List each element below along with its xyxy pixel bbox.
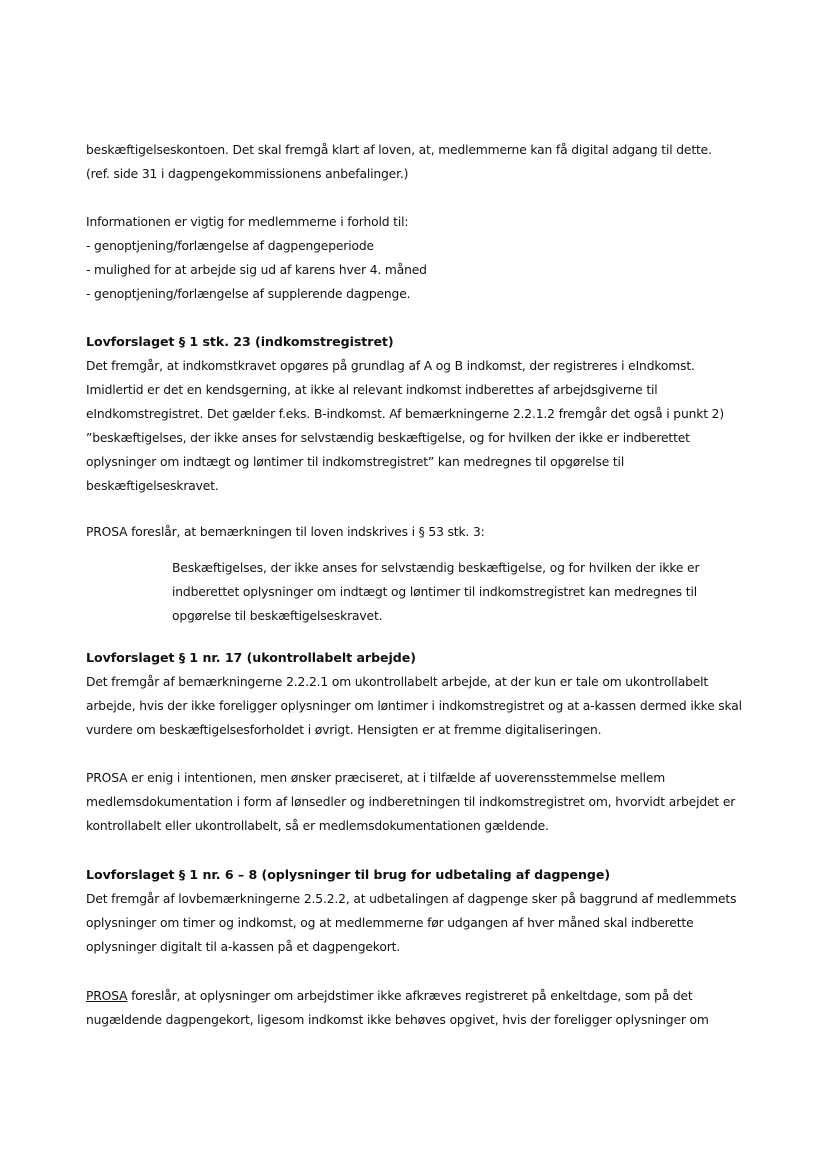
section1-body-line-4: ”beskæftigelses, der ikke anses for selvstændig beskæftigelse, og for hvilken der ikke er indberettet — [86, 431, 690, 445]
section1-body-line-3: eIndkomstregistret. Det gælder f.eks. B-indkomst. Af bemærkningerne 2.2.1.2 fremgår det også i punkt 2) — [86, 407, 724, 421]
section3-body-line-1: Det fremgår af lovbemærkningerne 2.5.2.2, at udbetalingen af dagpenge sker på baggrund af medlemmets — [86, 892, 737, 906]
section1-body-line-1: Det fremgår, at indkomstkravet opgøres på grundlag af A og B indkomst, der registreres i eIndkomst. — [86, 359, 695, 373]
section3-proposal-line-1 — [86, 988, 693, 1004]
section1-quote-line-2: indberettet oplysninger om indtægt og løntimer til indkomstregistret kan medregnes til — [172, 585, 697, 599]
section3-body-line-2: oplysninger om timer og indkomst, og at medlemmerne før udgangen af hver måned skal indberette — [86, 916, 694, 930]
section3-proposal-line-2: nugældende dagpengekort, ligesom indkomst ikke behøves opgivet, hvis der foreligger oplysninger om — [86, 1013, 709, 1027]
prosa-link-text: PROSA — [86, 989, 128, 1003]
section2-body-line-1: Det fremgår af bemærkningerne 2.2.2.1 om ukontrollabelt arbejde, at der kun er tale om ukontrollabelt — [86, 675, 709, 689]
section2-body-line-3: vurdere om beskæftigelsesforholdet i øvrigt. Hensigten er at fremme digitaliseringen. — [86, 723, 602, 737]
section1-heading: Lovforslaget § 1 stk. 23 (indkomstregistret) — [86, 334, 394, 349]
section3-body-line-3: oplysninger digitalt til a-kassen på et dagpengekort. — [86, 940, 401, 954]
info-item-1: - genoptjening/forlængelse af dagpengeperiode — [86, 239, 374, 253]
info-item-2: - mulighed for at arbejde sig ud af karens hver 4. måned — [86, 263, 427, 277]
info-lead: Informationen er vigtig for medlemmerne i forhold til: — [86, 215, 409, 229]
section2-body-line-2: arbejde, hvis der ikke foreligger oplysninger om løntimer i indkomstregistret og at a-kassen dermed ikke skal — [86, 699, 742, 713]
section2-comment-line-3: kontrollabelt eller ukontrollabelt, så er medlemsdokumentationen gældende. — [86, 819, 549, 833]
section1-body-line-5: oplysninger om indtægt og løntimer til indkomstregistret” kan medregnes til opgørelse til — [86, 455, 625, 469]
intro-line-2: (ref. side 31 i dagpengekommissionens anbefalinger.) — [86, 167, 409, 181]
section1-body-line-2: Imidlertid er det en kendsgerning, at ikke al relevant indkomst indberettes af arbejdsgiverne til — [86, 383, 658, 397]
section2-heading: Lovforslaget § 1 nr. 17 (ukontrollabelt arbejde) — [86, 650, 416, 665]
section2-comment-line-2: medlemsdokumentation i form af lønsedler og indberetningen til indkomstregistret om, hvorvidt arbejdet er — [86, 795, 736, 809]
section1-quote-line-3: opgørelse til beskæftigelseskravet. — [172, 609, 383, 623]
section3-proposal-text: foreslår, at oplysninger om arbejdstimer ikke afkræves registreret på enkeltdage, som på det — [127, 989, 693, 1003]
section2-comment-line-1: PROSA er enig i intentionen, men ønsker præciseret, at i tilfælde af uoverensstemmelse mellem — [86, 771, 666, 785]
section1-quote-line-1: Beskæftigelses, der ikke anses for selvstændig beskæftigelse, og for hvilken der ikke er — [172, 561, 700, 575]
section3-heading: Lovforslaget § 1 nr. 6 – 8 (oplysninger til brug for udbetaling af dagpenge) — [86, 867, 611, 882]
intro-line-1: beskæftigelseskontoen. Det skal fremgå klart af loven, at, medlemmerne kan få digital adgang til dette. — [86, 143, 712, 157]
info-item-3: - genoptjening/forlængelse af supplerende dagpenge. — [86, 287, 411, 301]
section1-body-line-6: beskæftigelseskravet. — [86, 479, 219, 493]
section1-proposal: PROSA foreslår, at bemærkningen til loven indskrives i § 53 stk. 3: — [86, 525, 485, 539]
